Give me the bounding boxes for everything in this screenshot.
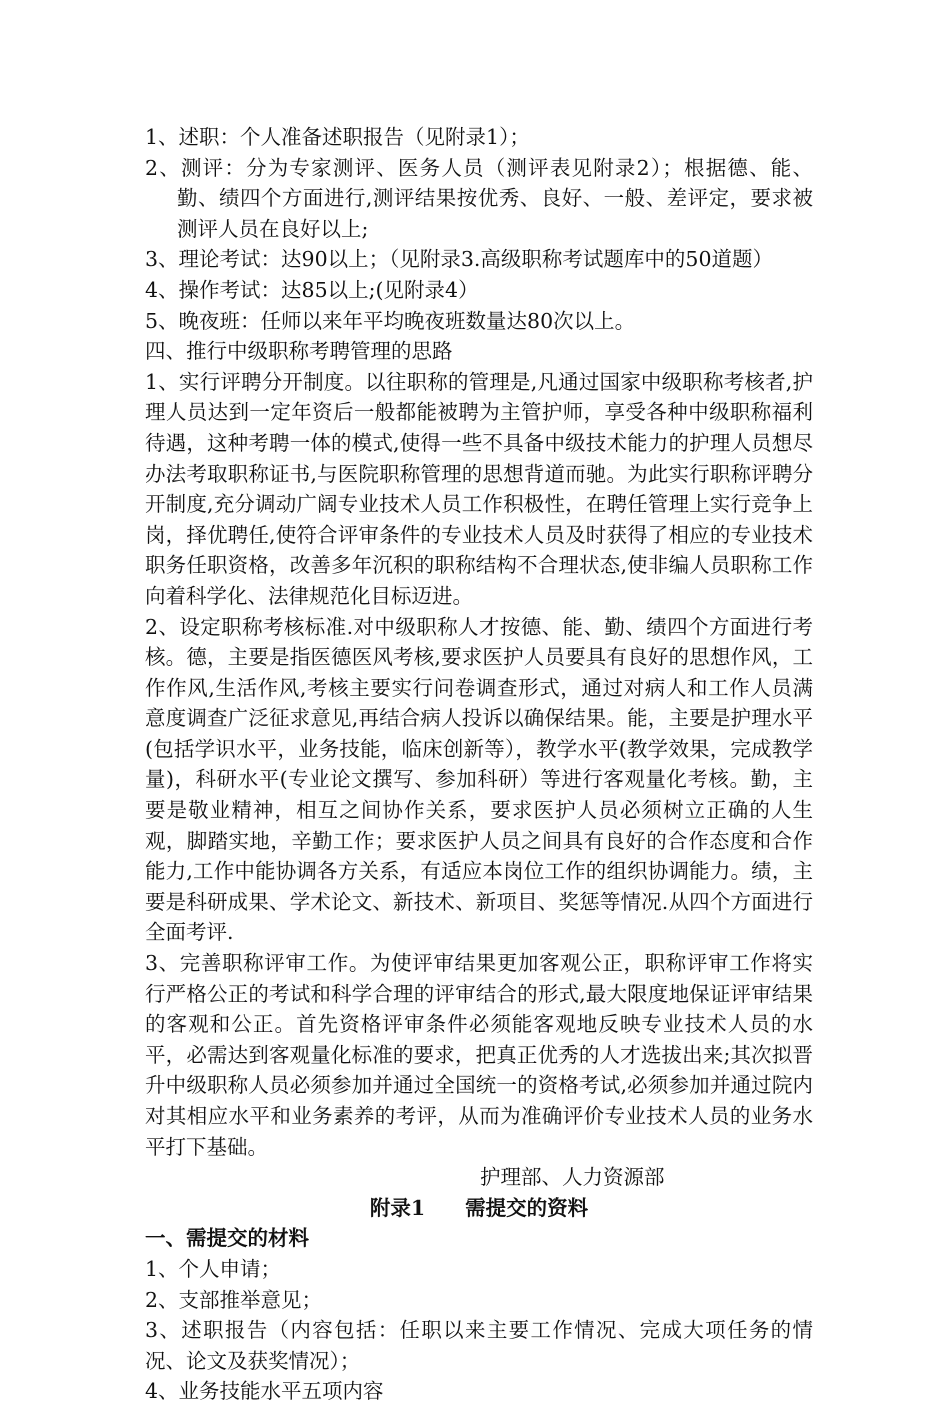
appendix-item-4: 4、业务技能水平五项内容 (145, 1379, 384, 1404)
section-four-heading: 四、推行中级职称考聘管理的思路 (145, 339, 453, 364)
assessment-item-2: 2、测评：分为专家测评、医务人员（测评表见附录2）；根据德、能、勤、绩四个方面进行,测评结果按优秀、良好、一般、差评定，要求被测评人员在良好以上; (145, 155, 813, 241)
appendix-item-2: 2、支部推举意见； (145, 1287, 323, 1312)
assessment-item-1: 1、述职：个人准备述职报告（见附录1）； (145, 125, 530, 149)
appendix-subheading: 一、需提交的材料 (145, 1226, 309, 1251)
appendix-item-3: 3、述职报告（内容包括：任职以来主要工作情况、完成大项任务的情况、论文及获奖情况）； (145, 1318, 813, 1373)
assessment-item-3: 3、理论考试：达90以上；（见附录3.高级职称考试题库中的50道题） (145, 247, 774, 272)
appendix-title-text: 需提交的资料 (465, 1195, 589, 1220)
section-four-paragraph-2: 2、设定职称考核标准.对中级职称人才按德、能、勤、绩四个方面进行考核。德，主要是指医德医风考核,要求医护人员要具有良好的思想作风，工作作风,生活作风,考核主要实行问卷调查形式，通过对病人和工作人员满意度调查广泛征求意见,再结合病人投诉以确保结果。能，主要是护理水平(包括学识水平，业务技能，临床创新等），教学水平(教学效果，完成教学量)，科研水平(专业论文撰写、参加科研）等进行客观量化考核。勤，主要是敬业精神，相互之间协作关系，要求医护人员必须树立正确的人生观，脚踏实地，辛勤工作；要求医护人员之间具有良好的合作态度和合作能力,工作中能协调各方关系，有适应本岗位工作的组织协调能力。绩，主要是科研成果、学术论文、新技术、新项目、奖惩等情况.从四个方面进行全面考评. (145, 614, 813, 945)
section-four-paragraph-3: 3、完善职称评审工作。为使评审结果更加客观公正，职称评审工作将实行严格公正的考试和科学合理的评审结合的形式,最大限度地保证评审结果的客观和公正。首先资格评审条件必须能客观地反映专业技术人员的水平，必需达到客观量化标准的要求，把真正优秀的人才选拔出来;其次拟晋升中级职称人员必须参加并通过全国统一的资格考试,必须参加并通过院内对其相应水平和业务素养的考评，从而为准确评价专业技术人员的业务水平打下基础。 (145, 951, 813, 1159)
signature-department: 护理部、人力资源部 (480, 1165, 665, 1190)
section-four-paragraph-1: 1、实行评聘分开制度。以往职称的管理是,凡通过国家中级职称考核者,护理人员达到一定年资后一般都能被聘为主管护师，享受各种中级职称福利待遇，这种考聘一体的模式,使得一些不具备中级技术能力的护理人员想尽办法考取职称证书,与医院职称管理的思想背道而驰。为此实行职称评聘分开制度,充分调动广阔专业技术人员工作积极性，在聘任管理上实行竞争上岗，择优聘任,使符合评审条件的专业技术人员及时获得了相应的专业技术职务任职资格，改善多年沉积的职称结构不合理状态,使非编人员职称工作向着科学化、法律规范化目标迈进。 (145, 369, 813, 608)
appendix-label: 附录1 (369, 1195, 426, 1220)
assessment-item-5: 5、晚夜班：任师以来年平均晚夜班数量达80次以上。 (145, 308, 636, 333)
document-page (145, 122, 813, 1407)
assessment-item-4: 4、操作考试：达85以上;(见附录4） (145, 277, 479, 302)
appendix-item-1: 1、个人申请； (145, 1256, 282, 1281)
appendix-title (145, 1193, 813, 1224)
